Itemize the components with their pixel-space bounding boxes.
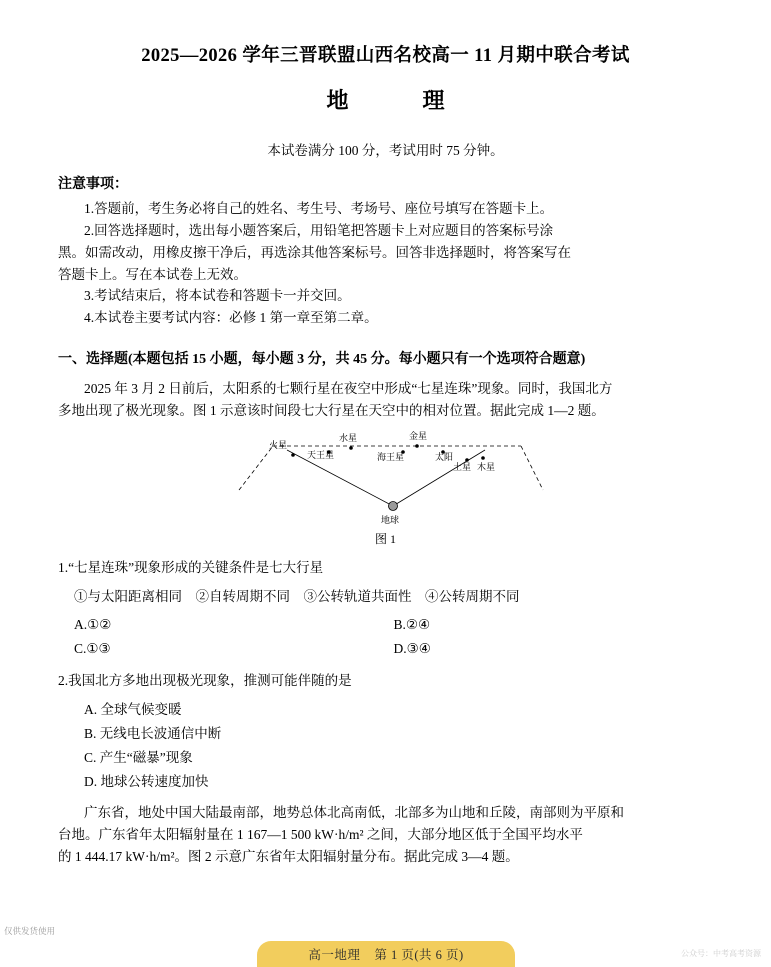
label-venus: 金星 — [408, 430, 427, 441]
label-mars: 火星 — [268, 439, 287, 450]
planet-dot-venus — [415, 444, 419, 448]
notice-item: 2.回答选择题时，选出每小题答案后，用铅笔把答题卡上对应题目的答案标号涂 — [84, 222, 554, 238]
option-c[interactable]: C.①③ — [74, 640, 111, 656]
passage-paragraph: 广东省，地处中国大陆最南部，地势总体北高南低，北部多为山地和丘陵，南部则为平原和 — [84, 805, 624, 821]
question-2-stem — [58, 670, 713, 692]
passage-paragraph: 台地。广东省年太阳辐射量在 1 167—1 500 kW·h/m² 之间，大部分地区低于全国平均水平 — [58, 826, 583, 842]
question-1-inline-options: ①与太阳距离相同 ②自转周期不同 ③公转轨道共面性 ④公转周期不同 — [74, 588, 520, 604]
figure-1-caption: 图 1 — [374, 531, 396, 546]
notice-item: 3.考试结束后，将本试卷和答题卡一并交回。 — [84, 288, 351, 304]
side-note: 仅供发货使用 — [4, 926, 56, 936]
guide-line-right — [521, 446, 543, 490]
planet-dot-jupiter — [481, 456, 485, 460]
footer-badge — [257, 941, 515, 967]
option-c[interactable]: C. 产生“磁暴”现象 — [84, 749, 193, 765]
figure-1 — [58, 428, 713, 547]
footer-page-number: 第 1 页(共 6 页) — [374, 948, 464, 962]
seven-planet-alignment-diagram — [221, 428, 551, 528]
question-1-text: “七星连珠”现象形成的关键条件是七大行星 — [68, 559, 324, 575]
footer-label: 高一地理 — [308, 948, 361, 962]
option-b[interactable]: B.②④ — [393, 617, 431, 633]
question-2-number: 2. — [58, 673, 69, 689]
notice-item: 4.本试卷主要考试内容：必修 1 第一章至第二章。 — [84, 310, 378, 326]
question-2-options — [58, 698, 713, 794]
page-title: 2025—2026 学年三晋联盟山西名校高一 11 月期中联合考试 — [141, 46, 630, 66]
option-row — [74, 637, 713, 661]
guide-line-left — [239, 446, 273, 490]
passage-paragraph: 2025 年 3 月 2 日前后，太阳系的七颗行星在夜空中形成“七星连珠”现象。同时，我国北方 — [84, 381, 613, 397]
section-heading: 一、选择题(本题包括 15 小题，每小题 3 分，共 45 分。每小题只有一个选项符合题意) — [58, 352, 586, 368]
question-1-stem — [58, 557, 713, 579]
notice-item: 1.答题前，考生务必将自己的姓名、考生号、考场号、座位号填写在答题卡上。 — [84, 201, 554, 217]
notice-heading: 注意事项： — [58, 177, 128, 193]
label-sun: 太阳 — [434, 451, 453, 462]
planet-dot-earth — [388, 501, 397, 510]
question-1-number: 1. — [58, 559, 69, 575]
passage-paragraph: 的 1 444.17 kW·h/m²。图 2 示意广东省年太阳辐射量分布。据此完成 3—4 题。 — [58, 848, 519, 864]
label-jupiter: 木星 — [476, 461, 495, 472]
label-neptune: 海王星 — [376, 451, 404, 462]
planet-dot-mars — [291, 453, 295, 457]
option-a[interactable]: A. 全球气候变暖 — [84, 701, 182, 717]
option-a[interactable]: A.①② — [74, 617, 112, 633]
option-b[interactable]: B. 无线电长波通信中断 — [84, 725, 222, 741]
notice-item: 黑。如需改动，用橡皮擦干净后，再选涂其他答案标号。回答非选择题时，将答案写在 — [58, 244, 571, 260]
passage-paragraph: 多地出现了极光现象。图 1 示意该时间段七大行星在天空中的相对位置。据此完成 1—2 题。 — [58, 403, 605, 419]
option-d[interactable]: D.③④ — [393, 640, 431, 656]
exam-meta: 本试卷满分 100 分，考试用时 75 分钟。 — [267, 143, 504, 159]
label-saturn: 土星 — [452, 461, 471, 472]
option-row — [74, 613, 713, 637]
question-2-text: 我国北方多地出现极光现象，推测可能伴随的是 — [68, 673, 352, 689]
label-uranus: 天王星 — [306, 449, 334, 460]
planet-dot-mercury — [349, 446, 353, 450]
corner-watermark: 公众号：中考高考资源 — [681, 949, 761, 958]
subject-title: 地 理 — [326, 88, 471, 114]
label-earth: 地球 — [380, 514, 399, 525]
page-footer — [0, 931, 771, 967]
notice-item: 答题卡上。写在本试卷上无效。 — [58, 266, 247, 282]
exam-page — [0, 44, 771, 967]
notice-list — [58, 198, 713, 329]
label-mercury: 水星 — [338, 432, 357, 443]
question-1-options — [58, 613, 713, 660]
option-d[interactable]: D. 地球公转速度加快 — [84, 774, 209, 789]
